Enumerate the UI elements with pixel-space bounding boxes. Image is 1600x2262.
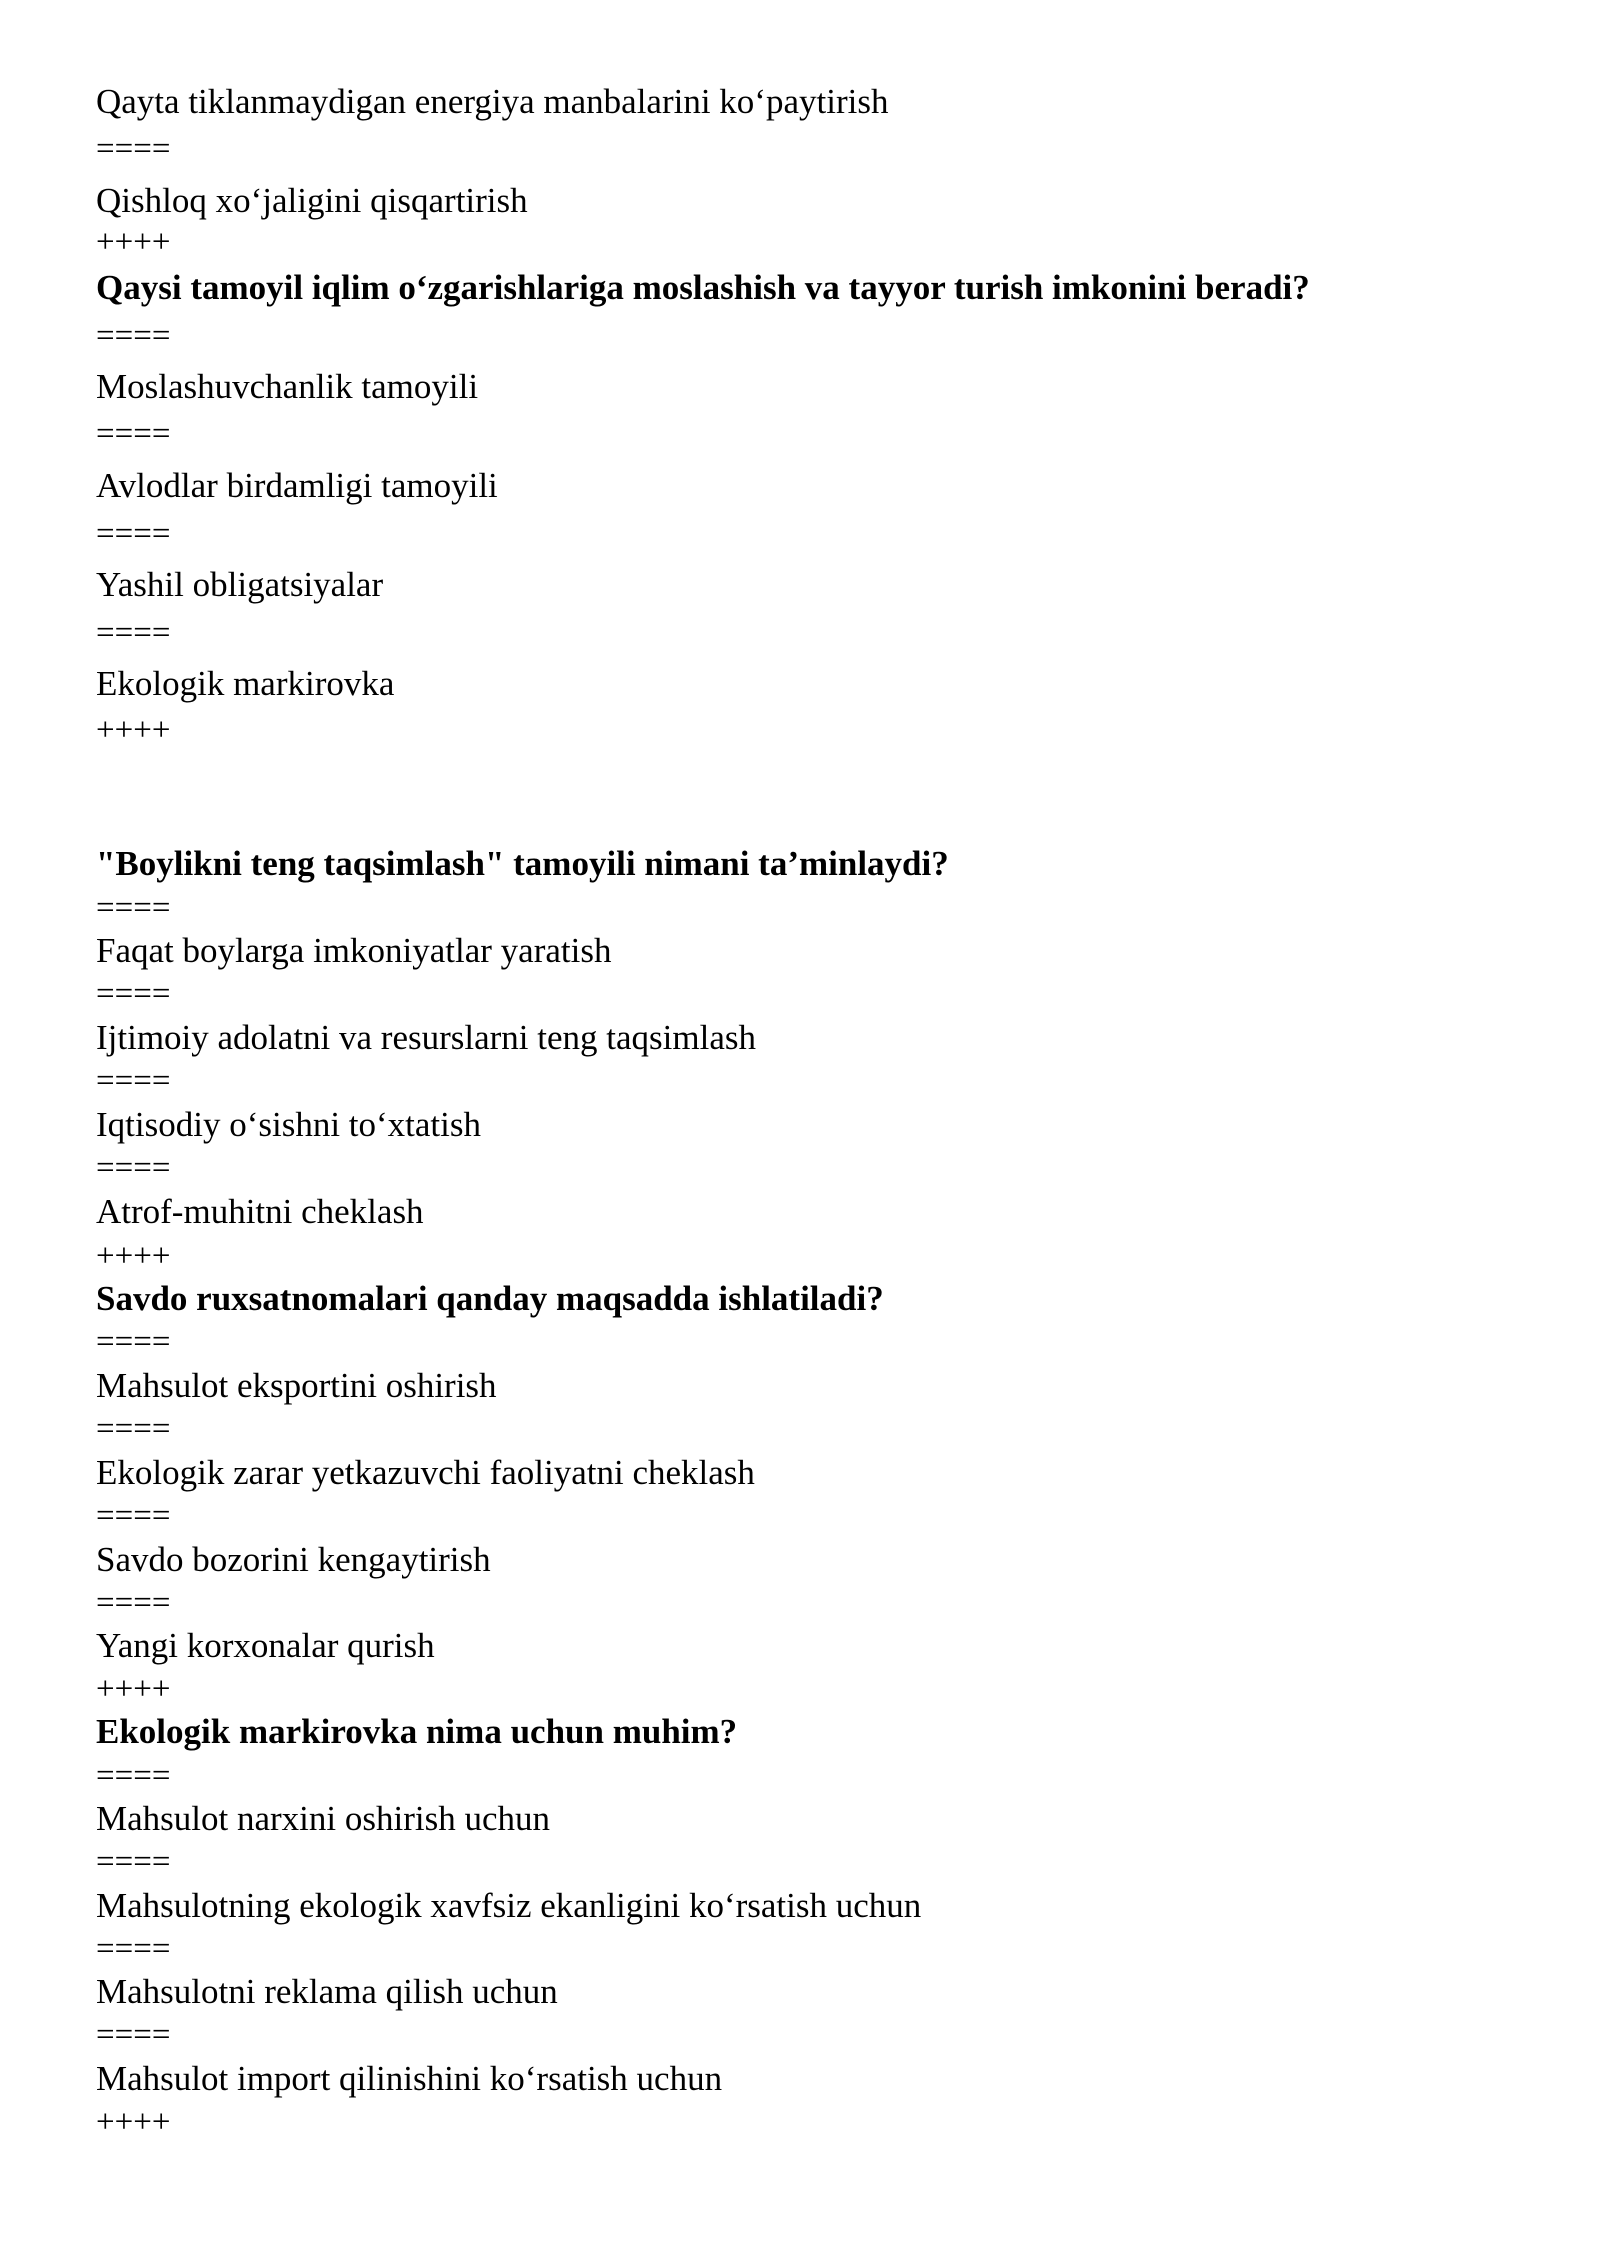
answer-option: Yangi korxonalar qurish <box>96 1626 435 1665</box>
answer-option: Ijtimoiy adolatni va resurslarni teng taqsimlash <box>96 1018 756 1057</box>
option-separator: ==== <box>96 131 171 167</box>
answer-option: Mahsulotni reklama qilish uchun <box>96 1972 558 2011</box>
answer-option: Mahsulot import qilinishini ko‘rsatish uchun <box>96 2059 723 2098</box>
answer-option: Ekologik markirovka <box>96 664 395 703</box>
question-text: Qaysi tamoyil iqlim o‘zgarishlariga moslashish va tayyor turish imkonini beradi? <box>96 268 1310 307</box>
option-separator: ==== <box>96 1758 171 1794</box>
answer-option: Avlodlar birdamligi tamoyili <box>96 466 498 505</box>
option-separator: ==== <box>96 1411 171 1447</box>
question-text: "Boylikni teng taqsimlash" tamoyili nimani ta’minlaydi? <box>96 844 949 883</box>
answer-option: Atrof-muhitni cheklash <box>96 1192 424 1231</box>
question-text: Ekologik markirovka nima uchun muhim? <box>96 1712 738 1751</box>
option-separator: ==== <box>96 416 171 452</box>
answer-option: Mahsulot narxini oshirish uchun <box>96 1799 550 1838</box>
answer-option: Mahsulot eksportini oshirish <box>96 1366 497 1405</box>
option-separator: ==== <box>96 2017 171 2053</box>
question-separator: ++++ <box>96 1671 171 1707</box>
answer-option: Faqat boylarga imkoniyatlar yaratish <box>96 931 612 970</box>
answer-option: Yashil obligatsiyalar <box>96 565 384 604</box>
answer-option: Qishloq xo‘jaligini qisqartirish <box>96 181 528 220</box>
option-separator: ==== <box>96 1498 171 1534</box>
question-text: Savdo ruxsatnomalari qanday maqsadda ishlatiladi? <box>96 1279 884 1318</box>
option-separator: ==== <box>96 1931 171 1967</box>
question-separator: ++++ <box>96 712 171 748</box>
option-separator: ==== <box>96 615 171 651</box>
option-separator: ==== <box>96 1150 171 1186</box>
option-separator: ==== <box>96 318 171 354</box>
option-separator: ==== <box>96 1585 171 1621</box>
answer-option: Qayta tiklanmaydigan energiya manbalarini ko‘paytirish <box>96 82 889 121</box>
question-separator: ++++ <box>96 224 171 260</box>
option-separator: ==== <box>96 1324 171 1360</box>
answer-option: Ekologik zarar yetkazuvchi faoliyatni cheklash <box>96 1453 755 1492</box>
answer-option: Moslashuvchanlik tamoyili <box>96 367 479 406</box>
option-separator: ==== <box>96 890 171 926</box>
answer-option: Savdo bozorini kengaytirish <box>96 1540 491 1579</box>
option-separator: ==== <box>96 516 171 552</box>
option-separator: ==== <box>96 1063 171 1099</box>
answer-option: Iqtisodiy o‘sishni to‘xtatish <box>96 1105 481 1144</box>
option-separator: ==== <box>96 976 171 1012</box>
option-separator: ==== <box>96 1844 171 1880</box>
question-separator: ++++ <box>96 1238 171 1274</box>
answer-option: Mahsulotning ekologik xavfsiz ekanligini ko‘rsatish uchun <box>96 1886 922 1925</box>
question-separator: ++++ <box>96 2104 171 2140</box>
